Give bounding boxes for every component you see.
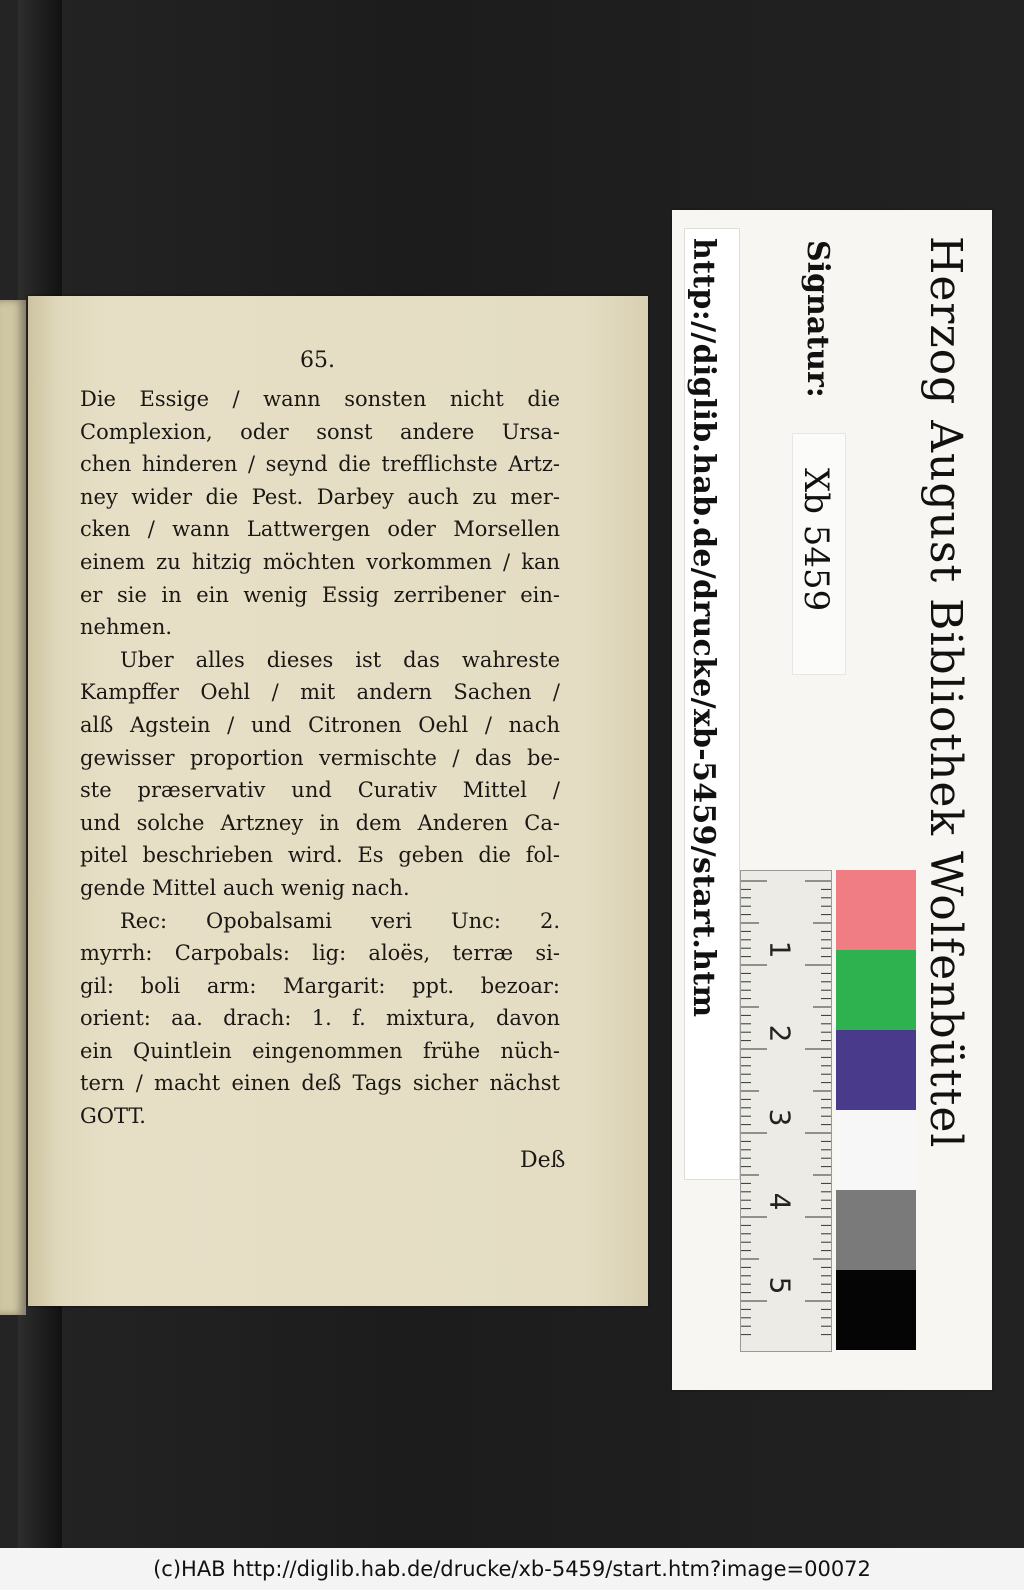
catalog-url: http://diglib.hab.de/drucke/xb-5459/start.htm [686,238,721,1018]
page-number: 65. [300,348,335,373]
text-line: ste præservativ und Curativ Mittel / [80,778,560,803]
text-line: orient: aa. drach: 1. f. mixtura, davon [80,1006,560,1031]
ruler-mark: 2 [763,1024,797,1043]
page-body-text [80,345,560,1133]
ruler-mark: 1 [763,940,797,959]
catchword: Deß [520,1148,566,1173]
color-swatch [836,1110,916,1190]
color-swatch [836,950,916,1030]
color-swatch [836,870,916,950]
text-line: Die Essige / wann sonsten nicht die [80,387,560,411]
text-line: myrrh: Carpobals: lig: aloës, terræ si- [80,941,560,966]
text-line: er sie in ein wenig Essig zerribener ein- [80,582,560,607]
text-line: Uber alles dieses ist das wahreste [120,647,560,672]
text-line: gewisser proportion vermischte / das be- [80,745,560,770]
signatur-label: Signatur: [800,240,835,398]
previous-page-edge [0,300,26,1315]
text-line: Kampffer Oehl / mit andern Sachen / [80,680,560,705]
ruler-mark: 5 [763,1276,797,1295]
text-line: gende Mittel auch wenig nach. [80,875,410,900]
text-line: gil: boli arm: Margarit: ppt. bezoar: [80,973,560,998]
text-line: Complexion, oder sonst andere Ursa- [80,419,560,444]
ruler-mark: 4 [763,1192,797,1211]
library-name: Herzog August Bibliothek Wolfenbüttel [920,236,971,1149]
text-line: chen hinderen / seynd die trefflichste Artz- [80,452,560,477]
text-line: ein Quintlein eingenommen frühe nüch- [80,1038,560,1063]
text-line: cken / wann Lattwergen oder Morsellen [80,517,560,542]
text-line: pitel beschrieben wird. Es geben die fol- [80,843,560,868]
text-line: und solche Artzney in dem Anderen Ca- [80,810,560,835]
color-swatch [836,1030,916,1110]
measurement-ruler [740,870,832,1352]
footer-copyright: (c)HAB http://diglib.hab.de/drucke/xb-5459/start.htm?image=00072 [0,1548,1024,1590]
text-line: nehmen. [80,615,173,640]
signatur-value: Xb 5459 [796,468,836,612]
color-swatch [836,1190,916,1270]
color-chart [836,870,916,1350]
text-line: ney wider die Pest. Darbey auch zu mer- [80,484,560,509]
text-line: tern / macht einen deß Tags sicher nächst [80,1071,560,1096]
text-line: alß Agstein / und Citronen Oehl / nach [80,712,560,737]
text-line: GOTT. [80,1104,146,1129]
text-line: Rec: Opobalsami veri Unc: 2. [120,908,560,933]
text-line: einem zu hitzig möchten vorkommen / kan [80,549,560,574]
color-swatch [836,1270,916,1350]
ruler-mark: 3 [763,1108,797,1127]
